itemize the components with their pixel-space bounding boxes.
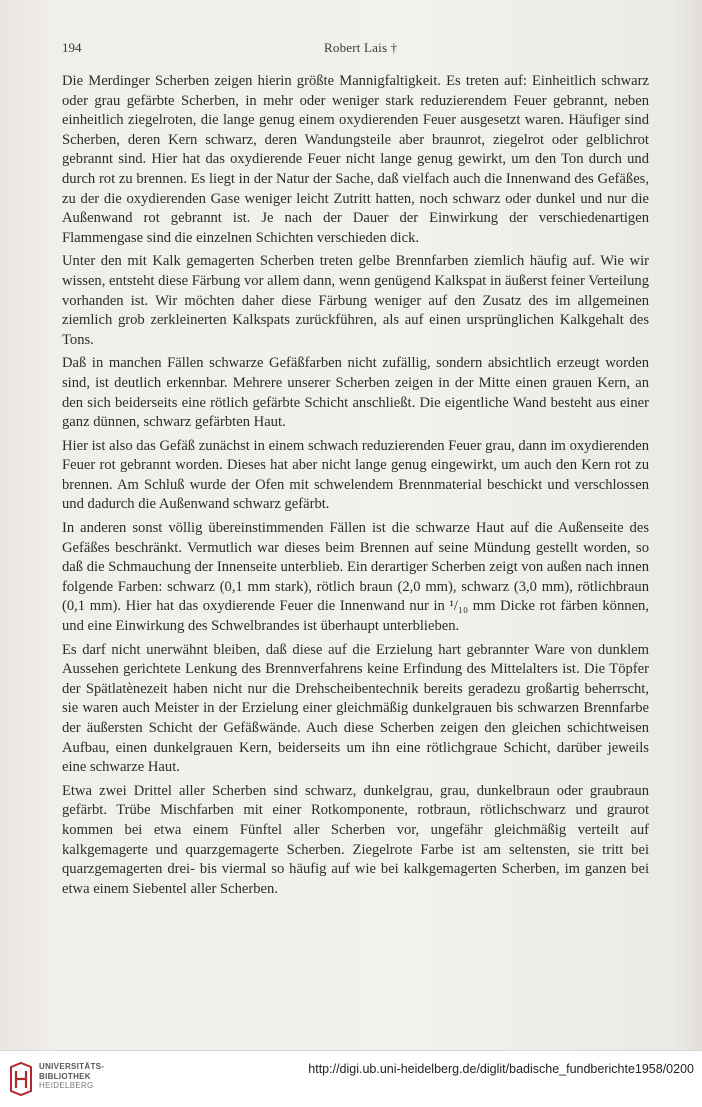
paragraph: In anderen sonst völlig übereinstimmenden Fällen ist die schwarze Haut auf die Außenseite des Gefäßes beschränkt. Vermutlich war dieses beim Brennen auf seine Mündung gestellt worden, so daß die Schmauchung der Innenseite unterblieb. Ein derartiger Scherben zeigt von außen nach innen folgende Farben: schwarz (0,1 mm stark), rötlich braun (2,0 mm), schwarz (3,0 mm), rötlichbraun (0,1 mm). Hier hat das oxydierende Feuer die Innenwand nur in ¹/₁₀ mm Dicke rot färben können, und eine Einwirkung des Schwelbrandes ist überhaupt unterblieben.: [62, 520, 649, 635]
page-header: [62, 40, 650, 60]
running-head: Robert Lais †: [324, 40, 398, 55]
page-number: 194: [62, 40, 82, 55]
body-text: [62, 72, 649, 903]
logo-line-3: HEIDELBERG: [39, 1081, 94, 1090]
paragraph: Etwa zwei Drittel aller Scherben sind schwarz, dunkelgrau, grau, dunkelbraun oder graubraun gefärbt. Trübe Mischfarben mit einer Rotkomponente, rotbraun, rötlichschwarz und graurot kommen bei etwa einem Fünftel aller Scherben vor, ungefähr gleichmäßig verteilt auf kalkgemagerte und quarzgemagerte Scherben. Ziegelrote Farbe ist am seltensten, sie tritt bei quarzgemagerten drei- bis viermal so häufig auf wie bei kalkgemagerten Scherben, im ganzen bei etwa einem Siebentel aller Scherben.: [62, 782, 649, 897]
paragraph: Daß in manchen Fällen schwarze Gefäßfarben nicht zufällig, sondern absichtlich erzeugt worden sind, ist deutlich erkennbar. Mehrere unserer Scherben zeigen in der Mitte einen grauen Kern, an den sich beiderseits eine rötlich gefärbte Schicht anschließt. Die eigentliche Wand besteht aus einer ganz dünnen, schwarz gefärbten Haut.: [62, 355, 649, 431]
viewer-footer: [0, 1050, 702, 1107]
show-through-bleed: [653, 50, 693, 750]
library-logo-text: [39, 1062, 104, 1091]
paragraph: Hier ist also das Gefäß zunächst in einem schwach reduzierenden Feuer grau, dann im oxydierenden Feuer rot gebrannt worden. Dieses hat aber nicht lange genug eingewirkt, um auch den Kern rot zu brennen. Am Schluß wurde der Ofen mit schwelendem Brennmaterial beschickt und verschlossen und dadurch die Außenwand schwarz gefärbt.: [62, 437, 649, 513]
paragraph: Die Merdinger Scherben zeigen hierin größte Mannigfaltigkeit. Es treten auf: Einheitlich schwarz oder grau gefärbte Scherben, in mehr oder weniger stark reduzierendem Feuer gebrannt, neben einheitlich ziegelroten, die lange genug einem oxydierenden Feuer ausgesetzt waren. Häufiger sind Scherben, deren Kern schwarz, deren Wandungsteile aber braunrot, ziegelrot oder gelblichrot gebrannt sind. Hier hat das oxydierende Feuer nicht lange genug gewirkt, um den Ton durch und durch rot zu brennen. Es liegt in der Natur der Sache, daß vielfach auch die Innenwand des Gefäßes, zu der die oxydierenden Gase weniger leicht Zutritt hatten, noch schwarz oder dunkel und nur die Außenwand rot gebrannt ist. Je nach der Dauer der Einwirkung der verschiedenartigen Flammengase sind die einzelnen Schichten verschieden dick.: [62, 73, 649, 246]
paragraph: Es darf nicht unerwähnt bleiben, daß diese auf die Erzielung hart gebrannter Ware von dunklem Aussehen gerichtete Lenkung des Brennverfahrens keine Erfindung des Mittelalters ist. Die Töpfer der Spätlatènezeit haben nicht nur die Drehscheibentechnik bereits geradezu großartig beherrscht, sie waren auch Meister in der Erzielung einer gleichmäßig dunkelgrauen bis schwarzen Brennfarbe der äußersten Schicht der Gefäßwände. Auch diese Scherben zeigen den gleichen schichtweisen Aufbau, einen dunkelgrauen Kern, beiderseits um ihn eine rötlichgraue Schicht, darüber jeweils eine schwarze Haut.: [62, 641, 649, 776]
library-logo[interactable]: [8, 1059, 128, 1103]
logo-line-2: BIBLIOTHEK: [39, 1071, 91, 1081]
library-logo-icon: [8, 1061, 34, 1097]
paragraph: Unter den mit Kalk gemagerten Scherben treten gelbe Brennfarben ziemlich häufig auf. Wie wir wissen, entsteht diese Färbung vor allem dann, wenn genügend Kalkspat in äußerst feiner Verteilung vorhanden ist. Wir möchten daher diese Färbung weniger auf den Zusatz des im allgemeinen ziemlich grob zerkleinerten Kalkspats zurückführen, als auf einen ursprünglichen Kalkgehalt des Tons.: [62, 253, 649, 348]
permalink-url[interactable]: http://digi.ub.uni-heidelberg.de/diglit/badische_fundberichte1958/0200: [308, 1062, 694, 1076]
logo-line-1: UNIVERSITÄTS-: [39, 1062, 105, 1071]
